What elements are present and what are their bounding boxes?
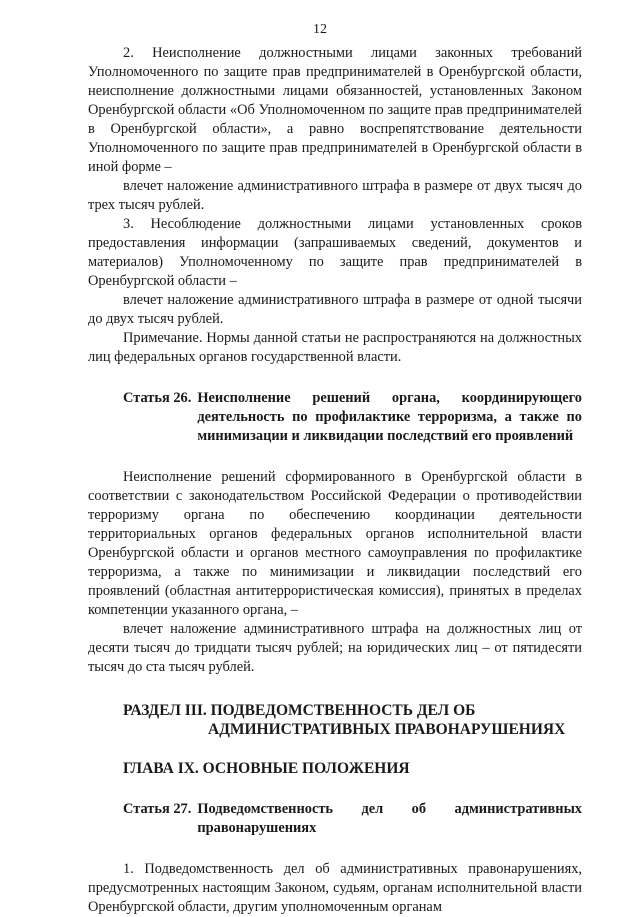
paragraph-article-26: Неисполнение решений сформированного в Оренбургской области в соответствии с законодательством Российской Федерации о противодействии терроризму органа по обеспечению координации деятельности территориальных органов федеральных органов исполнительной власти Оренбургской области и органов местного самоуправления по профилактике терроризма, а также по минимизации и ликвидации последствий его проявлений (областная антитеррористическая комиссия), принятых в пределах компетенции указанного органа, –: [88, 469, 582, 618]
article-27-number: Статья 27.: [123, 801, 192, 817]
document-body: [88, 44, 582, 917]
paragraph-note: Примечание. Нормы данной статьи не распространяются на должностных лиц федеральных органов государственной власти.: [88, 330, 582, 365]
article-27-heading: [88, 800, 582, 838]
article-27-title: Подведомственность дел об административных правонарушениях: [197, 801, 582, 836]
paragraph-item-2-penalty: влечет наложение административного штрафа в размере от двух тысяч до трех тысяч рублей.: [88, 178, 582, 213]
paragraph-item-3-penalty: влечет наложение административного штрафа в размере от одной тысячи до двух тысяч рублей.: [88, 292, 582, 327]
paragraph-item-2: 2. Неисполнение должностными лицами законных требований Уполномоченного по защите прав предпринимателей в Оренбургской области, неисполнение должностными лицами обязанностей, установленных Законом Оренбургской области «Об Уполномоченном по защите прав предпринимателей в Оренбургской области», а равно воспрепятствование деятельности Уполномоченного по защите прав предпринимателей в Оренбургской области в иной форме –: [88, 45, 582, 175]
article-26-heading: [88, 389, 582, 446]
section-3-heading-line-2: АДМИНИСТРАТИВНЫХ ПРАВОНАРУШЕНИЯХ: [208, 721, 566, 738]
article-26-title: Неисполнение решений органа, координирующего деятельность по профилактике терроризма, а также по минимизации и ликвидации последствий его проявлений: [197, 390, 582, 444]
section-3-heading: [88, 701, 582, 739]
article-26-number: Статья 26.: [123, 390, 192, 406]
chapter-9-heading: ГЛАВА IX. ОСНОВНЫЕ ПОЛОЖЕНИЯ: [123, 760, 410, 777]
paragraph-item-3: 3. Несоблюдение должностными лицами установленных сроков предоставления информации (запрашиваемых сведений, документов и материалов) Уполномоченному по защите прав предпринимателей в Оренбургской области –: [88, 216, 582, 289]
paragraph-article-26-penalty: влечет наложение административного штрафа на должностных лиц от десяти тысяч до тридцати тысяч рублей; на юридических лиц – от пятидесяти тысяч до ста тысяч рублей.: [88, 621, 582, 675]
page-number: 12: [313, 22, 327, 37]
section-3-heading-line-1: РАЗДЕЛ III. ПОДВЕДОМСТВЕННОСТЬ ДЕЛ ОБ: [123, 702, 476, 719]
paragraph-article-27-item-1: 1. Подведомственность дел об административных правонарушениях, предусмотренных настоящим Законом, судьям, органам исполнительной власти Оренбургской области, другим уполномоченным органам: [88, 861, 582, 915]
